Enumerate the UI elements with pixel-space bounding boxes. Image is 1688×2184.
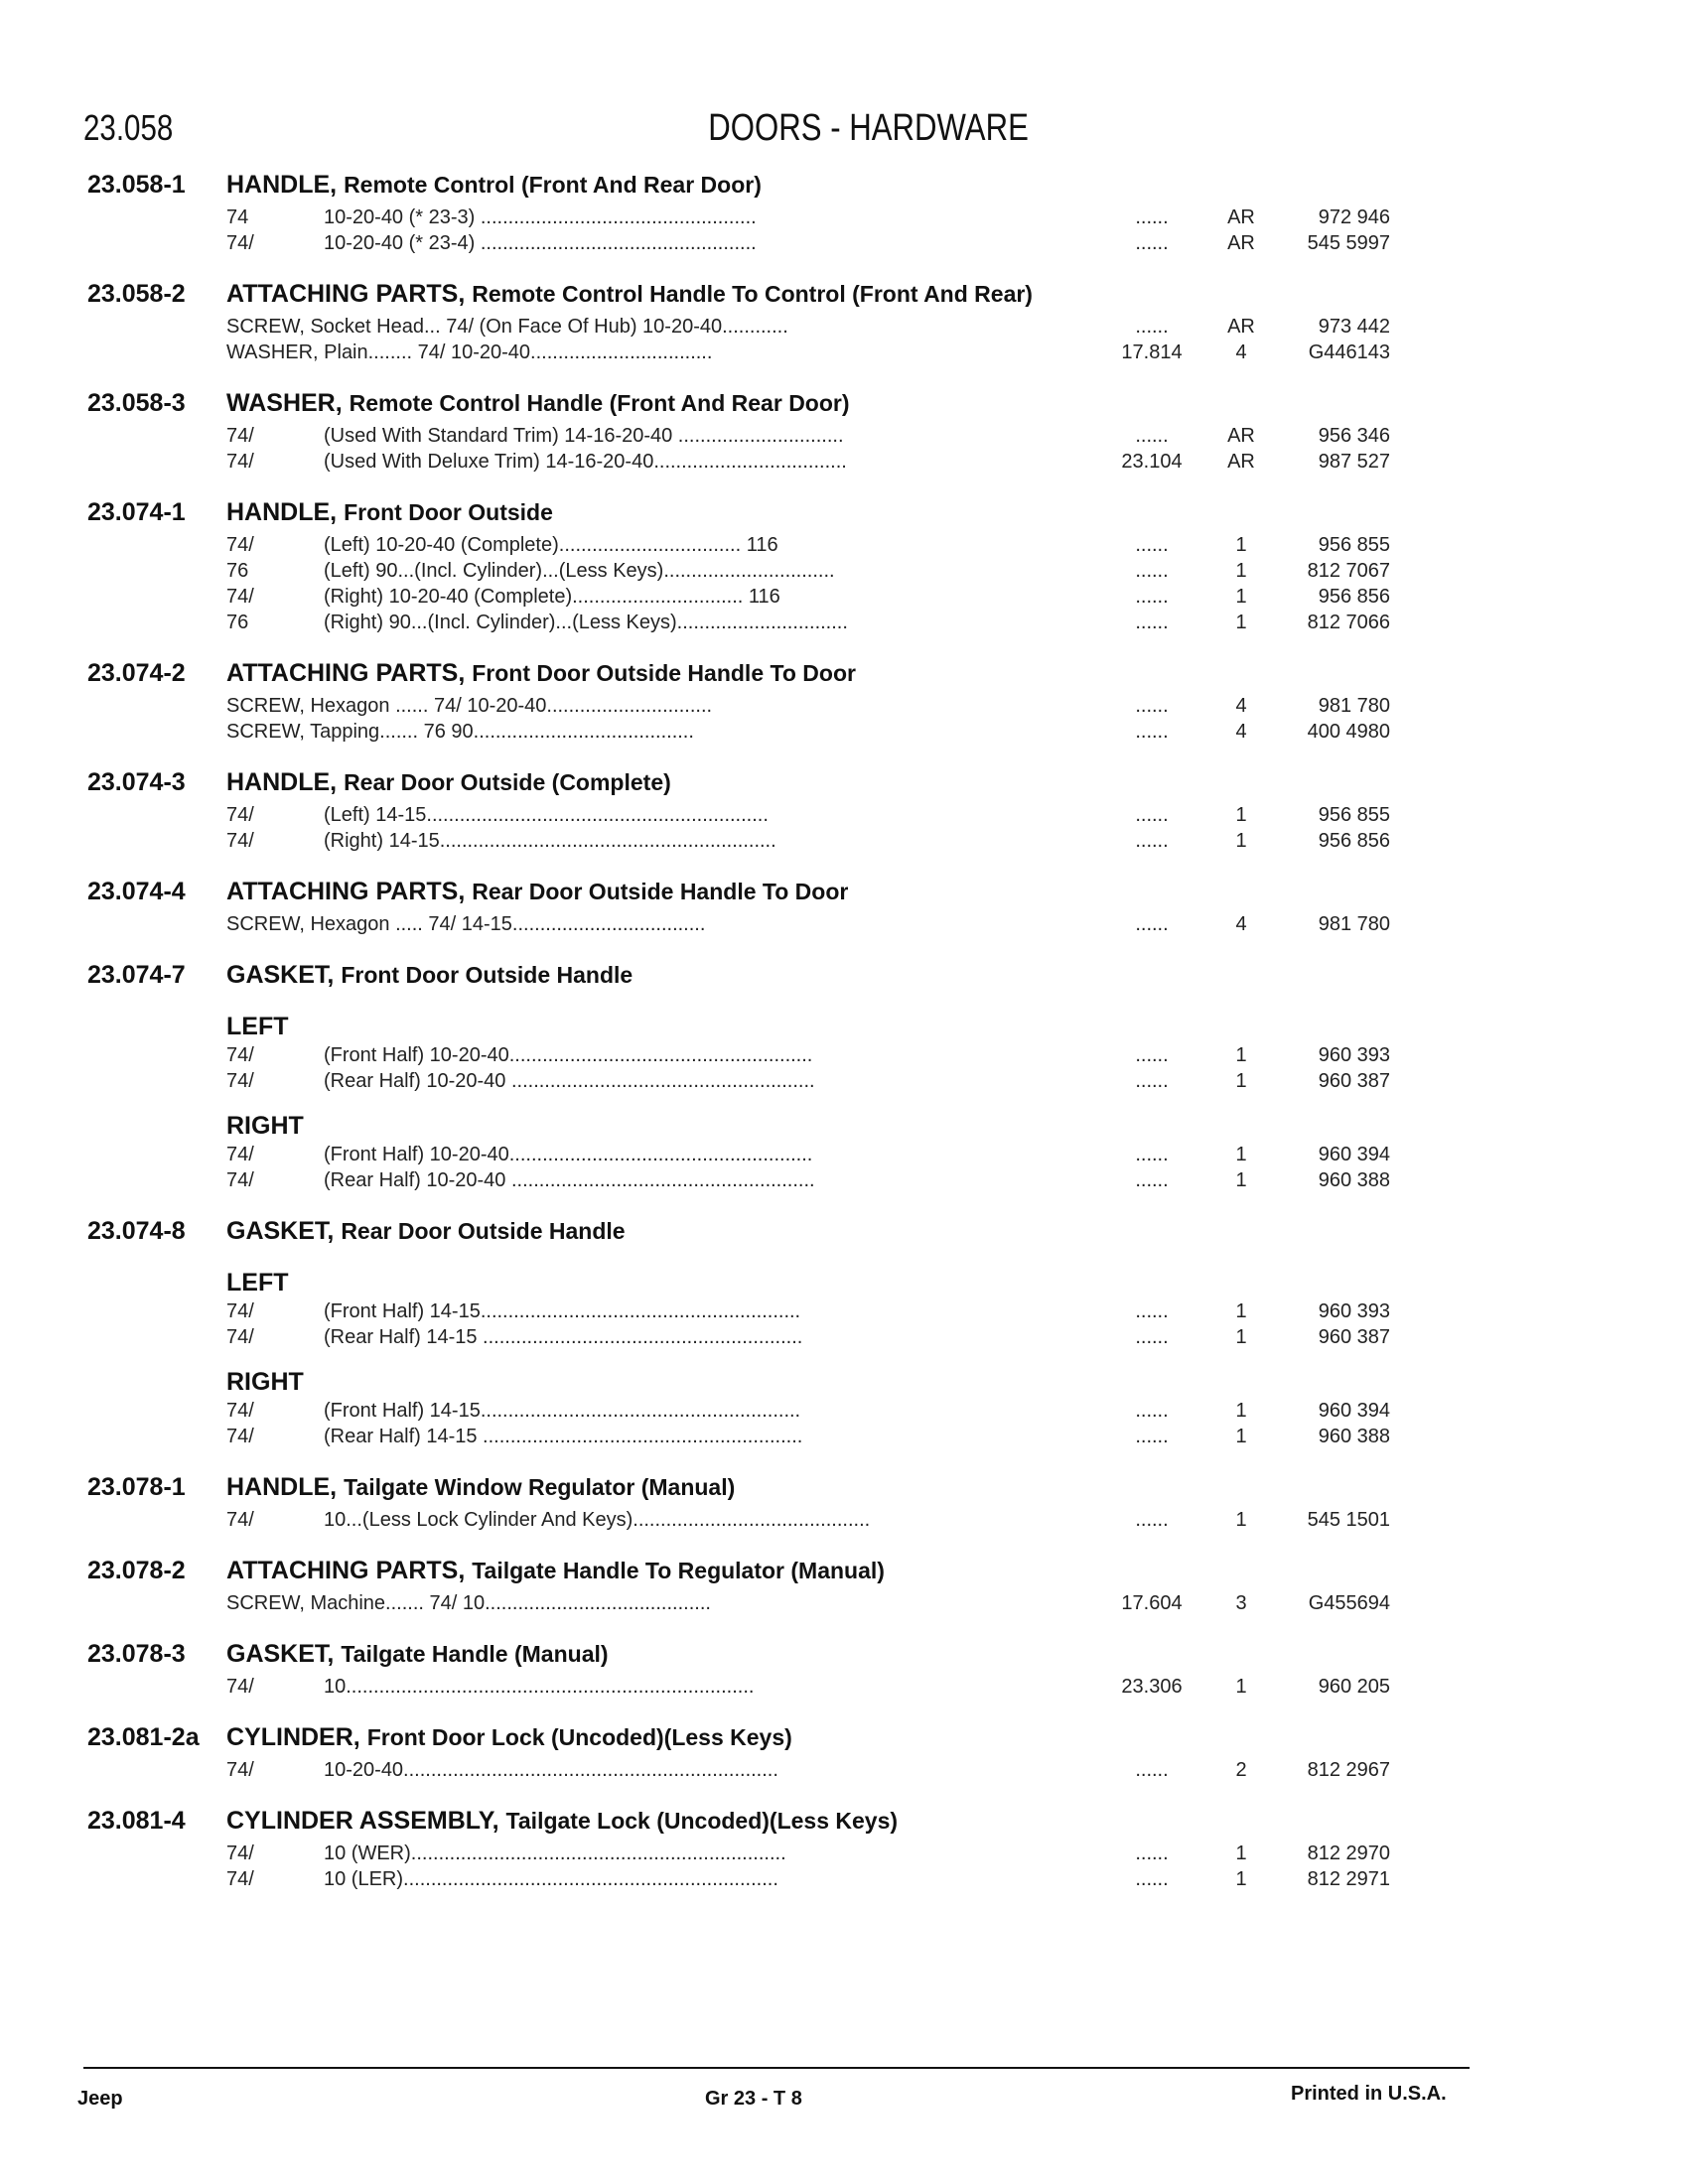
quantity: 1 bbox=[1235, 1509, 1247, 1531]
part-description: WASHER, Plain........ 74/ 10-20-40................................. bbox=[226, 341, 713, 363]
reference-number: ...... bbox=[1135, 1426, 1169, 1447]
parts-section bbox=[0, 1557, 1688, 1618]
part-description: (Left) 90...(Incl. Cylinder)...(Less Keys)............................... bbox=[324, 560, 835, 582]
section-header bbox=[0, 280, 1688, 316]
section-number: 23.058-1 bbox=[87, 171, 186, 199]
section-title bbox=[226, 1640, 609, 1669]
quantity: 1 bbox=[1235, 612, 1247, 633]
section-header bbox=[0, 878, 1688, 913]
section-title bbox=[226, 1807, 898, 1836]
part-description: 10-20-40 (* 23-3) .................................................. bbox=[324, 206, 757, 228]
reference-number: ...... bbox=[1135, 913, 1169, 935]
section-header bbox=[0, 961, 1688, 997]
model-code: 74/ bbox=[226, 425, 254, 447]
part-number: 545 5997 bbox=[1307, 232, 1390, 254]
model-code: 74/ bbox=[226, 232, 254, 254]
reference-number: 23.306 bbox=[1121, 1676, 1183, 1698]
quantity: AR bbox=[1227, 425, 1255, 447]
part-row bbox=[0, 425, 1688, 451]
reference-number: ...... bbox=[1135, 1070, 1169, 1092]
part-number: 956 856 bbox=[1318, 830, 1390, 852]
section-part-name: GASKET, bbox=[226, 961, 335, 989]
part-row bbox=[0, 1509, 1688, 1535]
model-code: 74/ bbox=[226, 1300, 254, 1322]
section-number: 23.074-8 bbox=[87, 1217, 186, 1245]
section-header bbox=[0, 768, 1688, 804]
part-row bbox=[0, 451, 1688, 477]
part-number: 973 442 bbox=[1318, 316, 1390, 338]
part-description: SCREW, Tapping....... 76 90........................................ bbox=[226, 721, 694, 743]
quantity: 1 bbox=[1235, 804, 1247, 826]
reference-number: ...... bbox=[1135, 206, 1169, 228]
reference-number: ...... bbox=[1135, 612, 1169, 633]
part-row bbox=[0, 1759, 1688, 1785]
part-number: 956 855 bbox=[1318, 534, 1390, 556]
section-description: Rear Door Outside Handle To Door bbox=[472, 879, 849, 904]
model-code: 74/ bbox=[226, 1144, 254, 1165]
part-row bbox=[0, 586, 1688, 612]
model-code: 74/ bbox=[226, 1843, 254, 1864]
part-row bbox=[0, 1400, 1688, 1426]
part-row bbox=[0, 1300, 1688, 1326]
part-description: (Front Half) 10-20-40....................................................... bbox=[324, 1144, 813, 1165]
section-header bbox=[0, 498, 1688, 534]
quantity: 1 bbox=[1235, 534, 1247, 556]
part-number: 812 7067 bbox=[1307, 560, 1390, 582]
model-code: 74/ bbox=[226, 1759, 254, 1781]
page-title: DOORS - HARDWARE bbox=[708, 107, 1029, 149]
section-part-name: GASKET, bbox=[226, 1217, 335, 1245]
part-number: 812 2967 bbox=[1307, 1759, 1390, 1781]
section-header bbox=[0, 1807, 1688, 1843]
parts-section bbox=[0, 768, 1688, 856]
part-row bbox=[0, 1426, 1688, 1451]
part-number: 960 393 bbox=[1318, 1300, 1390, 1322]
part-number: 987 527 bbox=[1318, 451, 1390, 473]
quantity: 1 bbox=[1235, 1843, 1247, 1864]
section-number: 23.074-1 bbox=[87, 498, 186, 526]
footer-brand: Jeep bbox=[77, 2088, 123, 2110]
quantity: 1 bbox=[1235, 830, 1247, 852]
section-header bbox=[0, 1217, 1688, 1253]
model-code: 74/ bbox=[226, 1868, 254, 1890]
reference-number: ...... bbox=[1135, 534, 1169, 556]
quantity: 1 bbox=[1235, 1426, 1247, 1447]
section-title bbox=[226, 171, 762, 200]
part-number: 972 946 bbox=[1318, 206, 1390, 228]
part-number: 960 387 bbox=[1318, 1326, 1390, 1348]
part-description: 10 (WER).................................................................... bbox=[324, 1843, 786, 1864]
model-code: 76 bbox=[226, 560, 249, 582]
section-number: 23.078-1 bbox=[87, 1473, 186, 1501]
side-group-label: RIGHT bbox=[226, 1112, 304, 1140]
reference-number: ...... bbox=[1135, 1044, 1169, 1066]
reference-number: ...... bbox=[1135, 425, 1169, 447]
section-title bbox=[226, 1217, 626, 1246]
section-part-name: GASKET, bbox=[226, 1640, 335, 1668]
reference-number: ...... bbox=[1135, 560, 1169, 582]
reference-number: ...... bbox=[1135, 1144, 1169, 1165]
footer-group-reference: Gr 23 - T 8 bbox=[705, 2088, 802, 2110]
section-title bbox=[226, 659, 856, 688]
reference-number: ...... bbox=[1135, 830, 1169, 852]
model-code: 74/ bbox=[226, 1169, 254, 1191]
model-code: 74/ bbox=[226, 830, 254, 852]
reference-number: 17.604 bbox=[1121, 1592, 1183, 1614]
part-number: G455694 bbox=[1308, 1592, 1390, 1614]
section-part-name: HANDLE, bbox=[226, 1473, 338, 1501]
parts-section bbox=[0, 659, 1688, 747]
part-row bbox=[0, 534, 1688, 560]
reference-number: ...... bbox=[1135, 1400, 1169, 1422]
part-description: 10-20-40.................................................................... bbox=[324, 1759, 778, 1781]
part-description: (Right) 10-20-40 (Complete)............................... 116 bbox=[324, 586, 780, 608]
section-number: 23.078-3 bbox=[87, 1640, 186, 1668]
part-description: (Right) 90...(Incl. Cylinder)...(Less Keys)............................... bbox=[324, 612, 848, 633]
part-description: 10 (LER).................................................................... bbox=[324, 1868, 778, 1890]
model-code: 74/ bbox=[226, 1426, 254, 1447]
parts-section bbox=[0, 1807, 1688, 1894]
parts-section bbox=[0, 171, 1688, 258]
model-code: 74/ bbox=[226, 1400, 254, 1422]
section-part-name: CYLINDER ASSEMBLY, bbox=[226, 1807, 499, 1835]
part-description: 10.......................................................................... bbox=[324, 1676, 755, 1698]
section-description: Front Door Outside Handle bbox=[341, 962, 633, 988]
part-description: (Used With Deluxe Trim) 14-16-20-40................................... bbox=[324, 451, 847, 473]
quantity: 3 bbox=[1235, 1592, 1247, 1614]
part-row bbox=[0, 1169, 1688, 1195]
part-number: G446143 bbox=[1308, 341, 1390, 363]
part-row bbox=[0, 1843, 1688, 1868]
part-row bbox=[0, 206, 1688, 232]
part-number: 956 346 bbox=[1318, 425, 1390, 447]
model-code: 74/ bbox=[226, 1676, 254, 1698]
part-description: (Used With Standard Trim) 14-16-20-40 .............................. bbox=[324, 425, 844, 447]
section-number: 23.078-2 bbox=[87, 1557, 186, 1584]
reference-number: ...... bbox=[1135, 1169, 1169, 1191]
reference-number: ...... bbox=[1135, 1326, 1169, 1348]
quantity: 1 bbox=[1235, 1300, 1247, 1322]
quantity: AR bbox=[1227, 451, 1255, 473]
model-code: 74 bbox=[226, 206, 249, 228]
section-title bbox=[226, 1557, 885, 1585]
section-title bbox=[226, 1473, 735, 1502]
page-number: 23.058 bbox=[83, 107, 174, 148]
model-code: 74/ bbox=[226, 1070, 254, 1092]
part-row bbox=[0, 804, 1688, 830]
quantity: AR bbox=[1227, 206, 1255, 228]
part-number: 400 4980 bbox=[1307, 721, 1390, 743]
part-description: (Rear Half) 14-15 .......................................................... bbox=[324, 1326, 803, 1348]
part-row bbox=[0, 612, 1688, 637]
quantity: 1 bbox=[1235, 1044, 1247, 1066]
quantity: 1 bbox=[1235, 586, 1247, 608]
part-description: SCREW, Hexagon ...... 74/ 10-20-40.............................. bbox=[226, 695, 713, 717]
section-part-name: CYLINDER, bbox=[226, 1723, 360, 1751]
part-description: (Rear Half) 10-20-40 ....................................................... bbox=[324, 1169, 815, 1191]
part-number: 956 856 bbox=[1318, 586, 1390, 608]
reference-number: ...... bbox=[1135, 1759, 1169, 1781]
part-number: 960 388 bbox=[1318, 1426, 1390, 1447]
section-header bbox=[0, 1640, 1688, 1676]
part-number: 981 780 bbox=[1318, 913, 1390, 935]
part-number: 960 388 bbox=[1318, 1169, 1390, 1191]
section-description: Tailgate Window Regulator (Manual) bbox=[344, 1474, 736, 1500]
part-row bbox=[0, 1044, 1688, 1070]
part-row bbox=[0, 341, 1688, 367]
parts-section bbox=[0, 1217, 1688, 1451]
section-title bbox=[226, 961, 633, 990]
reference-number: ...... bbox=[1135, 1868, 1169, 1890]
part-row bbox=[0, 1144, 1688, 1169]
section-number: 23.058-2 bbox=[87, 280, 186, 308]
reference-number: ...... bbox=[1135, 695, 1169, 717]
part-description: (Front Half) 14-15.......................................................... bbox=[324, 1400, 801, 1422]
section-description: Tailgate Handle (Manual) bbox=[341, 1641, 609, 1667]
parts-section bbox=[0, 1640, 1688, 1702]
quantity: 1 bbox=[1235, 1169, 1247, 1191]
part-description: (Front Half) 14-15.......................................................... bbox=[324, 1300, 801, 1322]
section-header bbox=[0, 171, 1688, 206]
reference-number: 17.814 bbox=[1121, 341, 1183, 363]
section-part-name: HANDLE, bbox=[226, 768, 338, 796]
section-title bbox=[226, 389, 850, 418]
quantity: 1 bbox=[1235, 1070, 1247, 1092]
reference-number: 23.104 bbox=[1121, 451, 1183, 473]
section-description: Remote Control (Front And Rear Door) bbox=[344, 172, 762, 198]
section-number: 23.058-3 bbox=[87, 389, 186, 417]
section-description: Tailgate Lock (Uncoded)(Less Keys) bbox=[505, 1808, 899, 1834]
part-description: (Right) 14-15............................................................. bbox=[324, 830, 776, 852]
quantity: 4 bbox=[1235, 913, 1247, 935]
section-description: Front Door Outside bbox=[344, 499, 553, 525]
section-description: Front Door Lock (Uncoded)(Less Keys) bbox=[366, 1724, 792, 1750]
part-description: SCREW, Hexagon ..... 74/ 14-15................................... bbox=[226, 913, 706, 935]
reference-number: ...... bbox=[1135, 316, 1169, 338]
section-part-name: HANDLE, bbox=[226, 498, 338, 526]
part-description: (Left) 14-15.............................................................. bbox=[324, 804, 769, 826]
reference-number: ...... bbox=[1135, 804, 1169, 826]
quantity: 2 bbox=[1235, 1759, 1247, 1781]
part-number: 545 1501 bbox=[1307, 1509, 1390, 1531]
part-row bbox=[0, 695, 1688, 721]
part-number: 981 780 bbox=[1318, 695, 1390, 717]
section-number: 23.074-3 bbox=[87, 768, 186, 796]
quantity: 4 bbox=[1235, 341, 1247, 363]
section-title bbox=[226, 768, 671, 797]
reference-number: ...... bbox=[1135, 1509, 1169, 1531]
section-part-name: HANDLE, bbox=[226, 171, 338, 199]
quantity: 1 bbox=[1235, 1326, 1247, 1348]
part-row bbox=[0, 721, 1688, 747]
part-row bbox=[0, 830, 1688, 856]
part-number: 812 2971 bbox=[1307, 1868, 1390, 1890]
part-row bbox=[0, 1070, 1688, 1096]
part-description: SCREW, Machine....... 74/ 10......................................... bbox=[226, 1592, 711, 1614]
quantity: AR bbox=[1227, 316, 1255, 338]
part-description: (Rear Half) 14-15 .......................................................... bbox=[324, 1426, 803, 1447]
section-title bbox=[226, 1723, 792, 1752]
model-code: 74/ bbox=[226, 1326, 254, 1348]
part-description: (Rear Half) 10-20-40 ....................................................... bbox=[324, 1070, 815, 1092]
part-description: 10...(Less Lock Cylinder And Keys)........................................... bbox=[324, 1509, 871, 1531]
quantity: 1 bbox=[1235, 1400, 1247, 1422]
section-description: Rear Door Outside (Complete) bbox=[344, 769, 671, 795]
quantity: 1 bbox=[1235, 1676, 1247, 1698]
section-header bbox=[0, 1557, 1688, 1592]
section-part-name: ATTACHING PARTS, bbox=[226, 1557, 466, 1584]
section-number: 23.081-2a bbox=[87, 1723, 200, 1751]
parts-section bbox=[0, 1723, 1688, 1785]
part-row bbox=[0, 1868, 1688, 1894]
section-description: Front Door Outside Handle To Door bbox=[472, 660, 856, 686]
section-part-name: ATTACHING PARTS, bbox=[226, 659, 466, 687]
parts-section bbox=[0, 1473, 1688, 1535]
part-number: 960 387 bbox=[1318, 1070, 1390, 1092]
part-number: 960 394 bbox=[1318, 1400, 1390, 1422]
section-number: 23.074-7 bbox=[87, 961, 186, 989]
part-number: 960 394 bbox=[1318, 1144, 1390, 1165]
part-row bbox=[0, 1592, 1688, 1618]
part-row bbox=[0, 560, 1688, 586]
reference-number: ...... bbox=[1135, 232, 1169, 254]
part-number: 956 855 bbox=[1318, 804, 1390, 826]
part-number: 812 7066 bbox=[1307, 612, 1390, 633]
section-title bbox=[226, 498, 553, 527]
section-description: Rear Door Outside Handle bbox=[341, 1218, 626, 1244]
parts-section bbox=[0, 280, 1688, 367]
section-header bbox=[0, 1723, 1688, 1759]
reference-number: ...... bbox=[1135, 586, 1169, 608]
section-header bbox=[0, 389, 1688, 425]
parts-section bbox=[0, 498, 1688, 637]
footer-printed-note: Printed in U.S.A. bbox=[1291, 2083, 1447, 2105]
quantity: 1 bbox=[1235, 560, 1247, 582]
part-row bbox=[0, 1326, 1688, 1352]
part-number: 960 393 bbox=[1318, 1044, 1390, 1066]
quantity: 4 bbox=[1235, 695, 1247, 717]
part-description: SCREW, Socket Head... 74/ (On Face Of Hub) 10-20-40............ bbox=[226, 316, 788, 338]
part-row bbox=[0, 316, 1688, 341]
model-code: 74/ bbox=[226, 1509, 254, 1531]
section-part-name: WASHER, bbox=[226, 389, 343, 417]
section-description: Remote Control Handle To Control (Front And Rear) bbox=[472, 281, 1033, 307]
model-code: 74/ bbox=[226, 451, 254, 473]
section-part-name: ATTACHING PARTS, bbox=[226, 280, 466, 308]
part-number: 812 2970 bbox=[1307, 1843, 1390, 1864]
section-number: 23.074-2 bbox=[87, 659, 186, 687]
section-description: Remote Control Handle (Front And Rear Door) bbox=[349, 390, 850, 416]
section-header bbox=[0, 659, 1688, 695]
parts-section bbox=[0, 389, 1688, 477]
side-group-label: LEFT bbox=[226, 1013, 289, 1040]
parts-section bbox=[0, 878, 1688, 939]
model-code: 76 bbox=[226, 612, 249, 633]
quantity: AR bbox=[1227, 232, 1255, 254]
section-title bbox=[226, 878, 848, 906]
reference-number: ...... bbox=[1135, 721, 1169, 743]
parts-section bbox=[0, 961, 1688, 1195]
section-part-name: ATTACHING PARTS, bbox=[226, 878, 466, 905]
quantity: 1 bbox=[1235, 1868, 1247, 1890]
model-code: 74/ bbox=[226, 534, 254, 556]
section-number: 23.081-4 bbox=[87, 1807, 186, 1835]
quantity: 4 bbox=[1235, 721, 1247, 743]
parts-list bbox=[0, 171, 1688, 1916]
part-description: (Left) 10-20-40 (Complete)................................. 116 bbox=[324, 534, 778, 556]
section-number: 23.074-4 bbox=[87, 878, 186, 905]
part-number: 960 205 bbox=[1318, 1676, 1390, 1698]
part-row bbox=[0, 913, 1688, 939]
section-header bbox=[0, 1473, 1688, 1509]
section-title bbox=[226, 280, 1033, 309]
model-code: 74/ bbox=[226, 586, 254, 608]
reference-number: ...... bbox=[1135, 1300, 1169, 1322]
model-code: 74/ bbox=[226, 804, 254, 826]
quantity: 1 bbox=[1235, 1144, 1247, 1165]
model-code: 74/ bbox=[226, 1044, 254, 1066]
section-description: Tailgate Handle To Regulator (Manual) bbox=[472, 1558, 885, 1583]
side-group-label: RIGHT bbox=[226, 1368, 304, 1396]
part-description: (Front Half) 10-20-40....................................................... bbox=[324, 1044, 813, 1066]
part-row bbox=[0, 1676, 1688, 1702]
part-description: 10-20-40 (* 23-4) .................................................. bbox=[324, 232, 757, 254]
footer-divider bbox=[83, 2067, 1470, 2069]
reference-number: ...... bbox=[1135, 1843, 1169, 1864]
side-group-label: LEFT bbox=[226, 1269, 289, 1297]
part-row bbox=[0, 232, 1688, 258]
